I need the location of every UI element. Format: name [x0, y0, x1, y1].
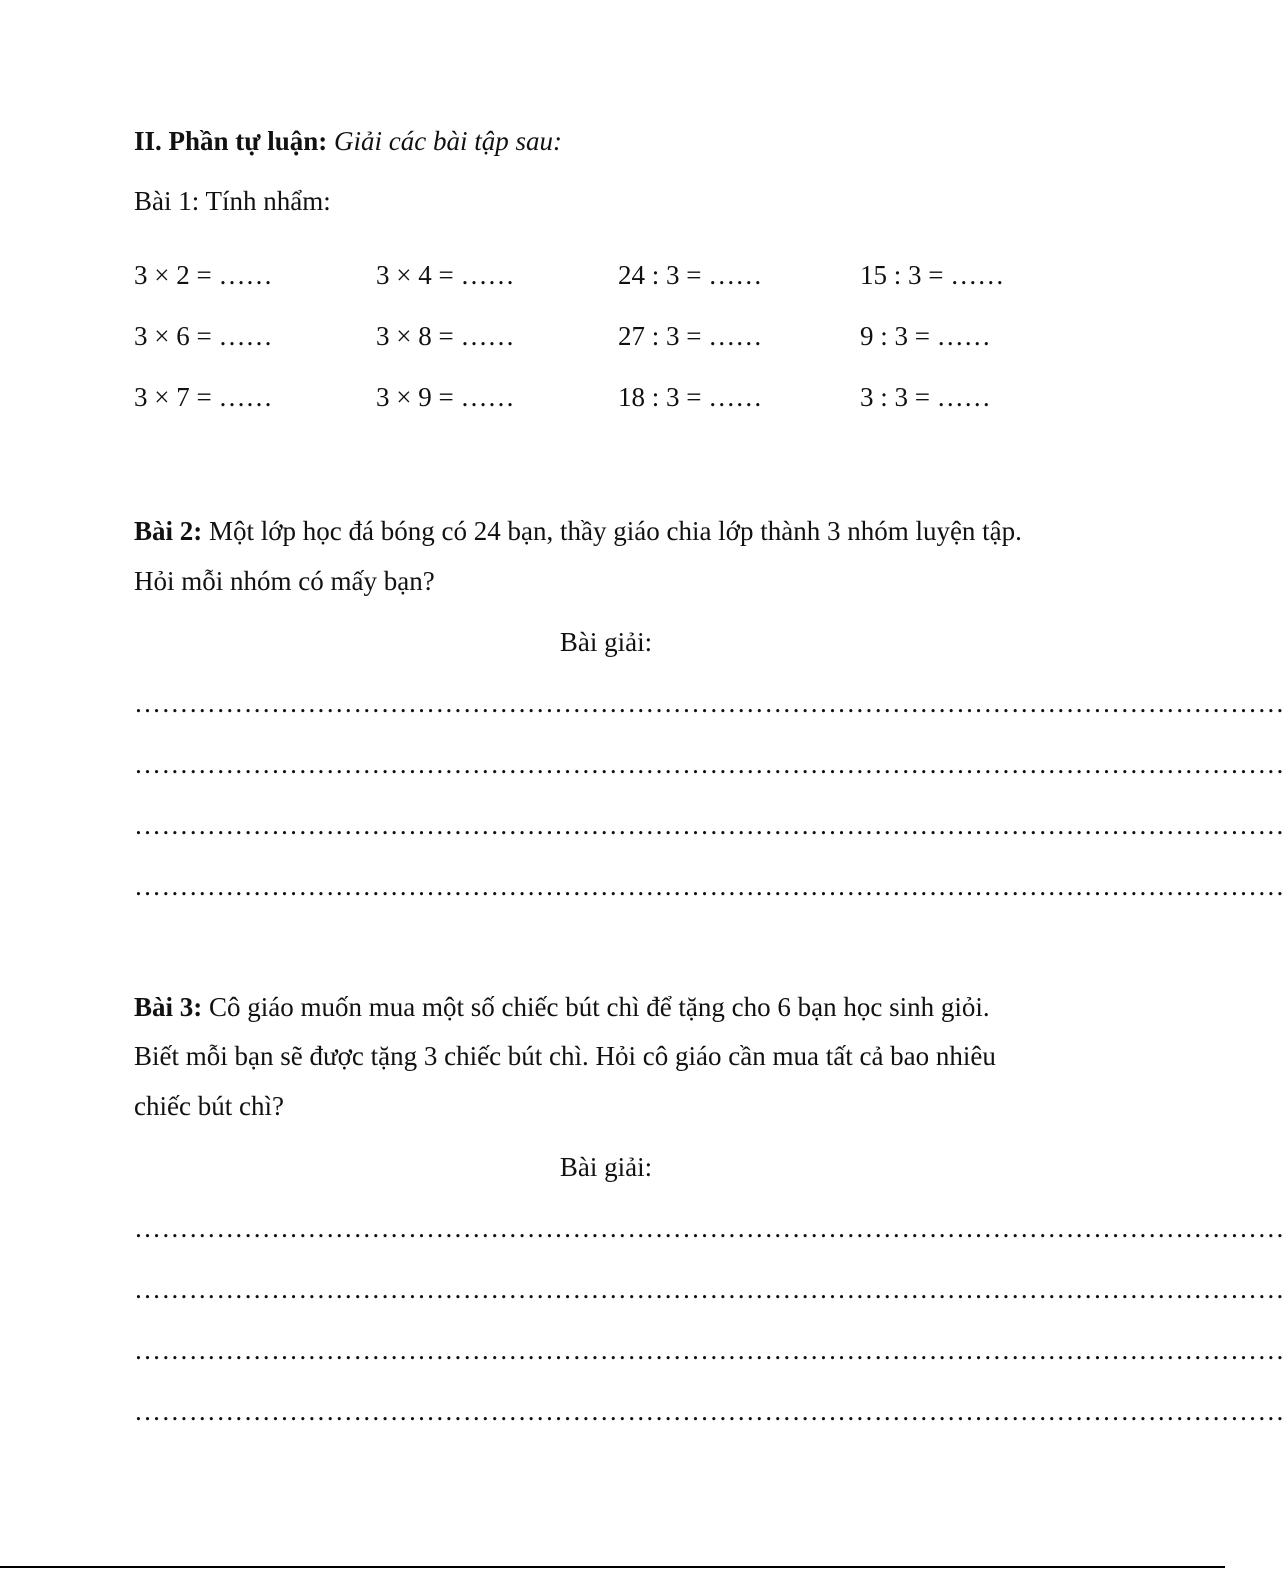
calc-item: 3 × 9 = …… — [376, 382, 515, 412]
bai3-text-line1: Cô giáo muốn mua một số chiếc bút chì để tặng cho 6 bạn học sinh giỏi. — [202, 992, 990, 1022]
bai3-question-line2: Biết mỗi bạn sẽ được tặng 3 chiếc bút chì. Hỏi cô giáo cần mua tất cả bao nhiêu — [134, 1041, 996, 1071]
bai1-title: Bài 1: Tính nhẩm: — [134, 186, 331, 216]
calc-item: 3 × 6 = …… — [134, 321, 273, 351]
page-bottom-rule — [0, 1566, 1225, 1568]
calc-item: 18 : 3 = …… — [618, 382, 763, 412]
section-heading — [134, 124, 562, 158]
bai3-answer-line[interactable]: ……………………………………………………………………………………………………………… — [134, 1213, 1285, 1243]
calc-item: 3 × 7 = …… — [134, 382, 273, 412]
bai2-answer-line[interactable]: ……………………………………………………………………………………………………………… — [134, 688, 1285, 718]
section-heading-instruction: Giải các bài tập sau: — [334, 126, 562, 156]
bai2-question-line2: Hỏi mỗi nhóm có mấy bạn? — [134, 566, 435, 596]
bai3-answer-line[interactable]: ……………………………………………………………………………………………………………… — [134, 1274, 1285, 1304]
calc-item: 27 : 3 = …… — [618, 321, 763, 351]
bai2-answer-line[interactable]: ……………………………………………………………………………………………………………… — [134, 810, 1285, 840]
bai2-question-line1 — [134, 514, 1022, 548]
bai2-text-line1: Một lớp học đá bóng có 24 bạn, thầy giáo chia lớp thành 3 nhóm luyện tập. — [202, 516, 1022, 546]
bai2-label: Bài 2: — [134, 516, 203, 546]
calc-item: 3 × 4 = …… — [376, 260, 515, 290]
section-heading-label: II. Phần tự luận: — [134, 126, 328, 156]
bai3-label: Bài 3: — [134, 992, 203, 1022]
bai2-answer-line[interactable]: ……………………………………………………………………………………………………………… — [134, 749, 1285, 779]
bai2-solution-label: Bài giải: — [559, 627, 653, 657]
calc-item: 3 : 3 = …… — [860, 382, 991, 412]
bai3-question-line1 — [134, 990, 990, 1024]
bai3-answer-line[interactable]: ……………………………………………………………………………………………………………… — [134, 1396, 1285, 1426]
bai3-question-line3: chiếc bút chì? — [134, 1091, 284, 1121]
bai3-solution-label: Bài giải: — [559, 1152, 653, 1182]
calc-item: 24 : 3 = …… — [618, 260, 763, 290]
calc-item: 15 : 3 = …… — [860, 260, 1005, 290]
calc-item: 9 : 3 = …… — [860, 321, 991, 351]
bai2-answer-line[interactable]: ……………………………………………………………………………………………………………… — [134, 871, 1285, 901]
calc-item: 3 × 2 = …… — [134, 260, 273, 290]
calc-item: 3 × 8 = …… — [376, 321, 515, 351]
bai3-answer-line[interactable]: ……………………………………………………………………………………………………………… — [134, 1335, 1285, 1365]
